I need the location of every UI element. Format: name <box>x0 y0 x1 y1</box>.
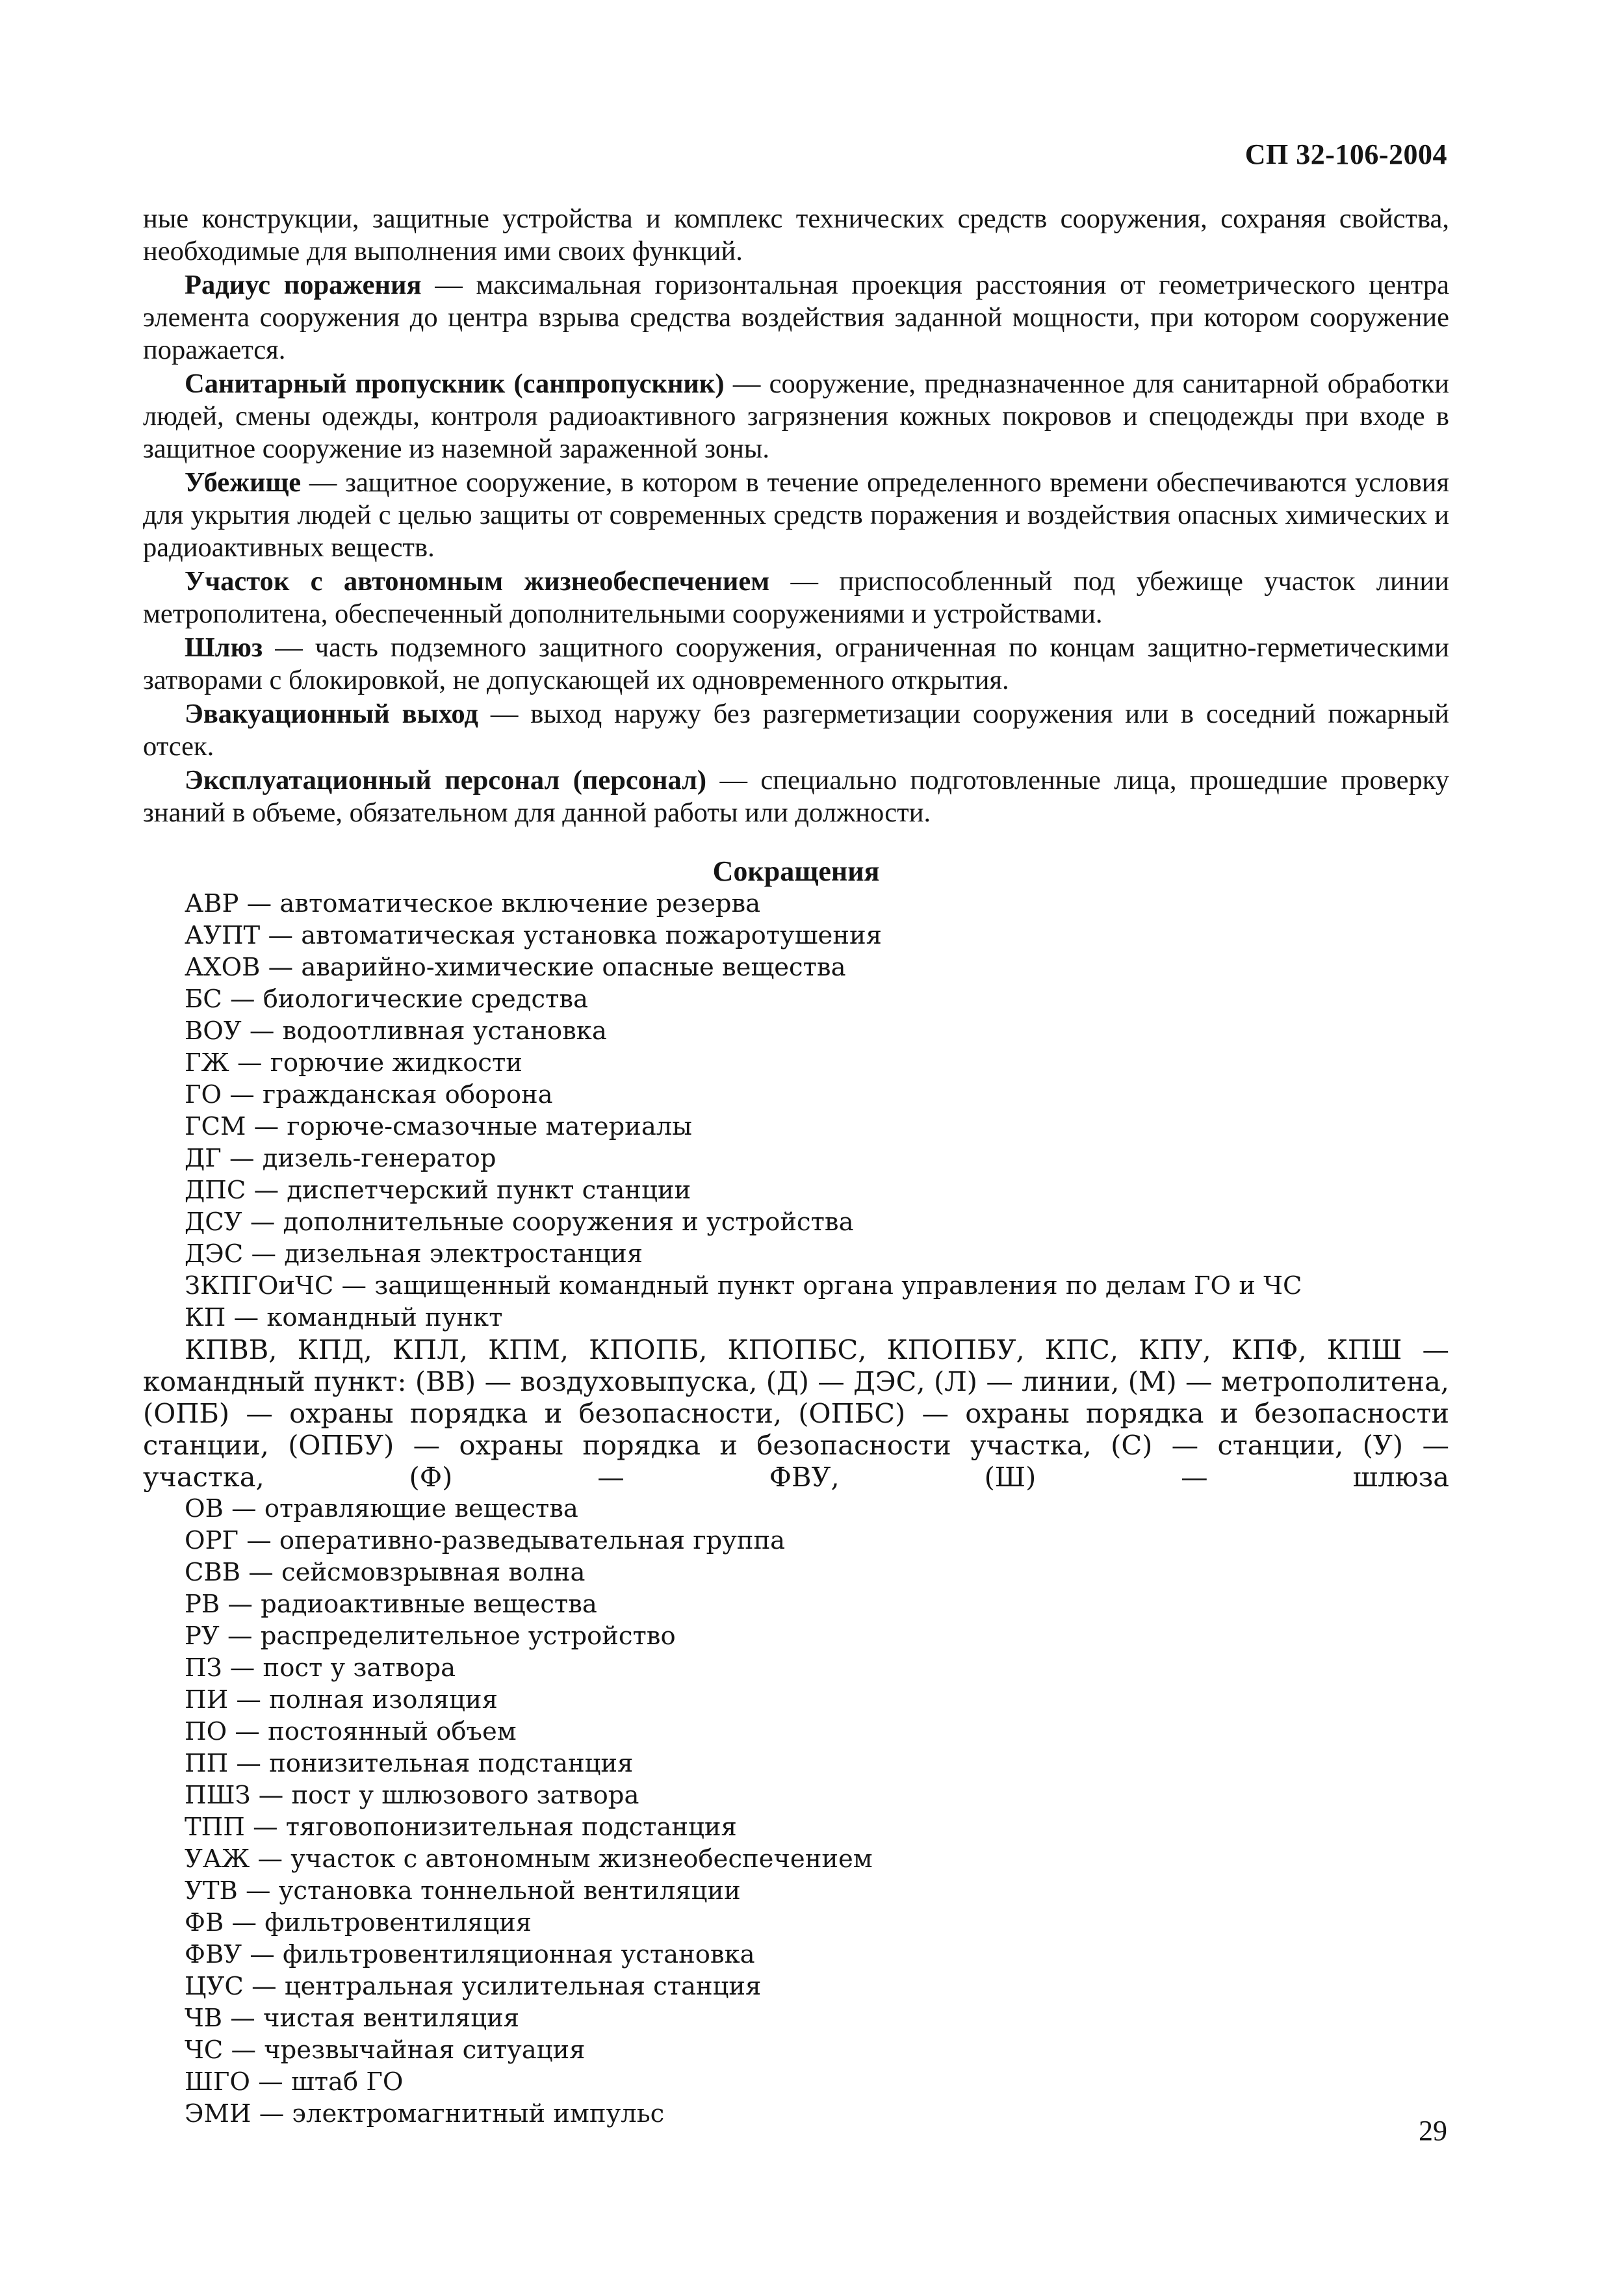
abbreviation-item: ПИ — полная изоляция <box>185 1685 498 1714</box>
abbreviation-item: ДГ — дизель-генератор <box>185 1144 496 1173</box>
abbreviations-list <box>143 888 1449 2130</box>
abbreviation-item: БС — биологические средства <box>185 985 588 1014</box>
abbreviation-item: ГО — гражданская оборона <box>185 1080 553 1109</box>
abbreviation-item: ЦУС — центральная усилительная станция <box>185 1972 762 2001</box>
abbreviation-item: ФВ — фильтровентиляция <box>185 1908 532 1937</box>
definition-text: — сооружение, предназначенное для санитарной обработки людей, смены одежды, контроля радиоактивного загрязнения кожных покровов и спецодежды при входе в защитное сооружение из наземной зараженной зоны. <box>143 368 1449 464</box>
abbreviation-item: ОВ — отравляющие вещества <box>185 1494 578 1523</box>
abbreviation-item: ВОУ — водоотливная установка <box>185 1016 607 1046</box>
definition-term: Радиус поражения <box>185 270 422 300</box>
abbreviation-item: ПЗ — пост у затвора <box>185 1653 456 1683</box>
abbreviation-item: ДПС — диспетчерский пункт станции <box>185 1176 691 1205</box>
definition-paragraph <box>143 632 1449 697</box>
abbreviation-item: ПП — понизительная подстанция <box>185 1749 634 1778</box>
definition-paragraph <box>143 269 1449 367</box>
definition-paragraph <box>143 467 1449 564</box>
abbreviation-item: ЧС — чрезвычайная ситуация <box>185 2035 586 2065</box>
definition-paragraph <box>143 764 1449 829</box>
definition-term: Санитарный пропускник (санпропускник) <box>185 368 725 399</box>
abbreviation-item: ПО — постоянный объем <box>185 1717 517 1746</box>
page-body <box>143 203 1449 2130</box>
abbreviation-item: ДЭС — дизельная электростанция <box>185 1239 643 1269</box>
abbreviation-item: ЗКПГОиЧС — защищенный командный пункт органа управления по делам ГО и ЧС <box>185 1271 1302 1300</box>
section-title: Сокращения <box>712 855 880 887</box>
definition-text: — максимальная горизонтальная проекция расстояния от геометрического центра элемента сооружения до центра взрыва средства воздействия заданной мощности, при котором сооружение поражается. <box>143 270 1449 365</box>
definition-text: ные конструкции, защитные устройства и комплекс технических средств сооружения, сохраняя свойства, необходимые для выполнения ими своих функций. <box>143 203 1449 266</box>
page-number: 29 <box>1419 2115 1447 2147</box>
abbreviation-item: АХОВ — аварийно-химические опасные вещества <box>185 953 846 982</box>
abbreviation-item: АУПТ — автоматическая установка пожаротушения <box>185 921 882 950</box>
abbreviation-item: УТВ — установка тоннельной вентиляции <box>185 1876 741 1906</box>
definition-paragraph <box>143 698 1449 763</box>
abbreviation-item: УАЖ — участок с автономным жизнеобеспечением <box>185 1844 873 1874</box>
definition-term: Убежище <box>185 467 302 498</box>
definition-term: Эксплуатационный персонал (персонал) <box>185 765 707 795</box>
definition-paragraph <box>143 203 1449 268</box>
abbreviation-item: ДСУ — дополнительные сооружения и устройства <box>185 1208 854 1237</box>
abbreviation-item: ЧВ — чистая вентиляция <box>185 2004 520 2033</box>
definition-text: — часть подземного защитного сооружения, ограниченная по концам защитно-герметическими затворами с блокировкой, не допускающей их одновременного открытия. <box>143 632 1449 695</box>
abbreviation-item: КПВВ, КПД, КПЛ, КПМ, КПОПБ, КПОПБС, КПОПБУ, КПС, КПУ, КПФ, КПШ — командный пункт: (ВВ) — воздуховыпуска, (Д) — ДЭС, (Л) — линии, (М) — метрополитена, (ОПБ) — охраны порядка и безопасности, (ОПБС) — охраны порядка и безопасности станции, (ОПБУ) — охраны порядка и безопасности участка, (С) — станции, (У) — участка, (Ф) — ФВУ, (Ш) — шлюза <box>143 1334 1449 1493</box>
abbreviation-item: АВР — автоматическое включение резерва <box>185 889 761 918</box>
abbreviation-item: РУ — распределительное устройство <box>185 1622 676 1651</box>
abbreviation-item: ПШЗ — пост у шлюзового затвора <box>185 1781 639 1810</box>
definition-term: Шлюз <box>185 632 263 663</box>
definition-paragraph <box>143 565 1449 630</box>
abbreviation-item: КП — командный пункт <box>185 1303 503 1332</box>
abbreviation-item: ЭМИ — электромагнитный импульс <box>185 2099 665 2128</box>
abbreviation-item: ФВУ — фильтровентиляционная установка <box>185 1940 755 1969</box>
abbreviation-item: СВВ — сейсмовзрывная волна <box>185 1558 586 1587</box>
abbreviation-item: ОРГ — оперативно-разведывательная группа <box>185 1526 786 1555</box>
definitions-section <box>143 203 1449 829</box>
abbreviation-item: ШГО — штаб ГО <box>185 2067 404 2097</box>
definition-text: — выход наружу без разгерметизации сооружения или в соседний пожарный отсек. <box>143 699 1449 762</box>
definition-paragraph <box>143 368 1449 465</box>
document-code: СП 32-106-2004 <box>1244 138 1447 170</box>
definition-term: Эвакуационный выход <box>185 699 478 729</box>
definition-text: — специально подготовленные лица, прошедшие проверку знаний в объеме, обязательном для данной работы или должности. <box>143 765 1449 828</box>
abbreviation-item: ГСМ — горюче-смазочные материалы <box>185 1112 692 1141</box>
definition-term: Участок с автономным жизнеобеспечением <box>185 566 770 597</box>
abbreviation-item: ТПП — тяговопонизительная подстанция <box>185 1813 737 1842</box>
definition-text: — защитное сооружение, в котором в течение определенного времени обеспечиваются условия для укрытия людей с целью защиты от современных средств поражения и воздействия опасных химических и радиоактивных веществ. <box>143 467 1449 563</box>
abbreviation-item: ГЖ — горючие жидкости <box>185 1048 522 1078</box>
definition-text: — приспособленный под убежище участок линии метрополитена, обеспеченный дополнительными сооружениями и устройствами. <box>143 566 1449 629</box>
abbreviation-item: РВ — радиоактивные вещества <box>185 1590 597 1619</box>
